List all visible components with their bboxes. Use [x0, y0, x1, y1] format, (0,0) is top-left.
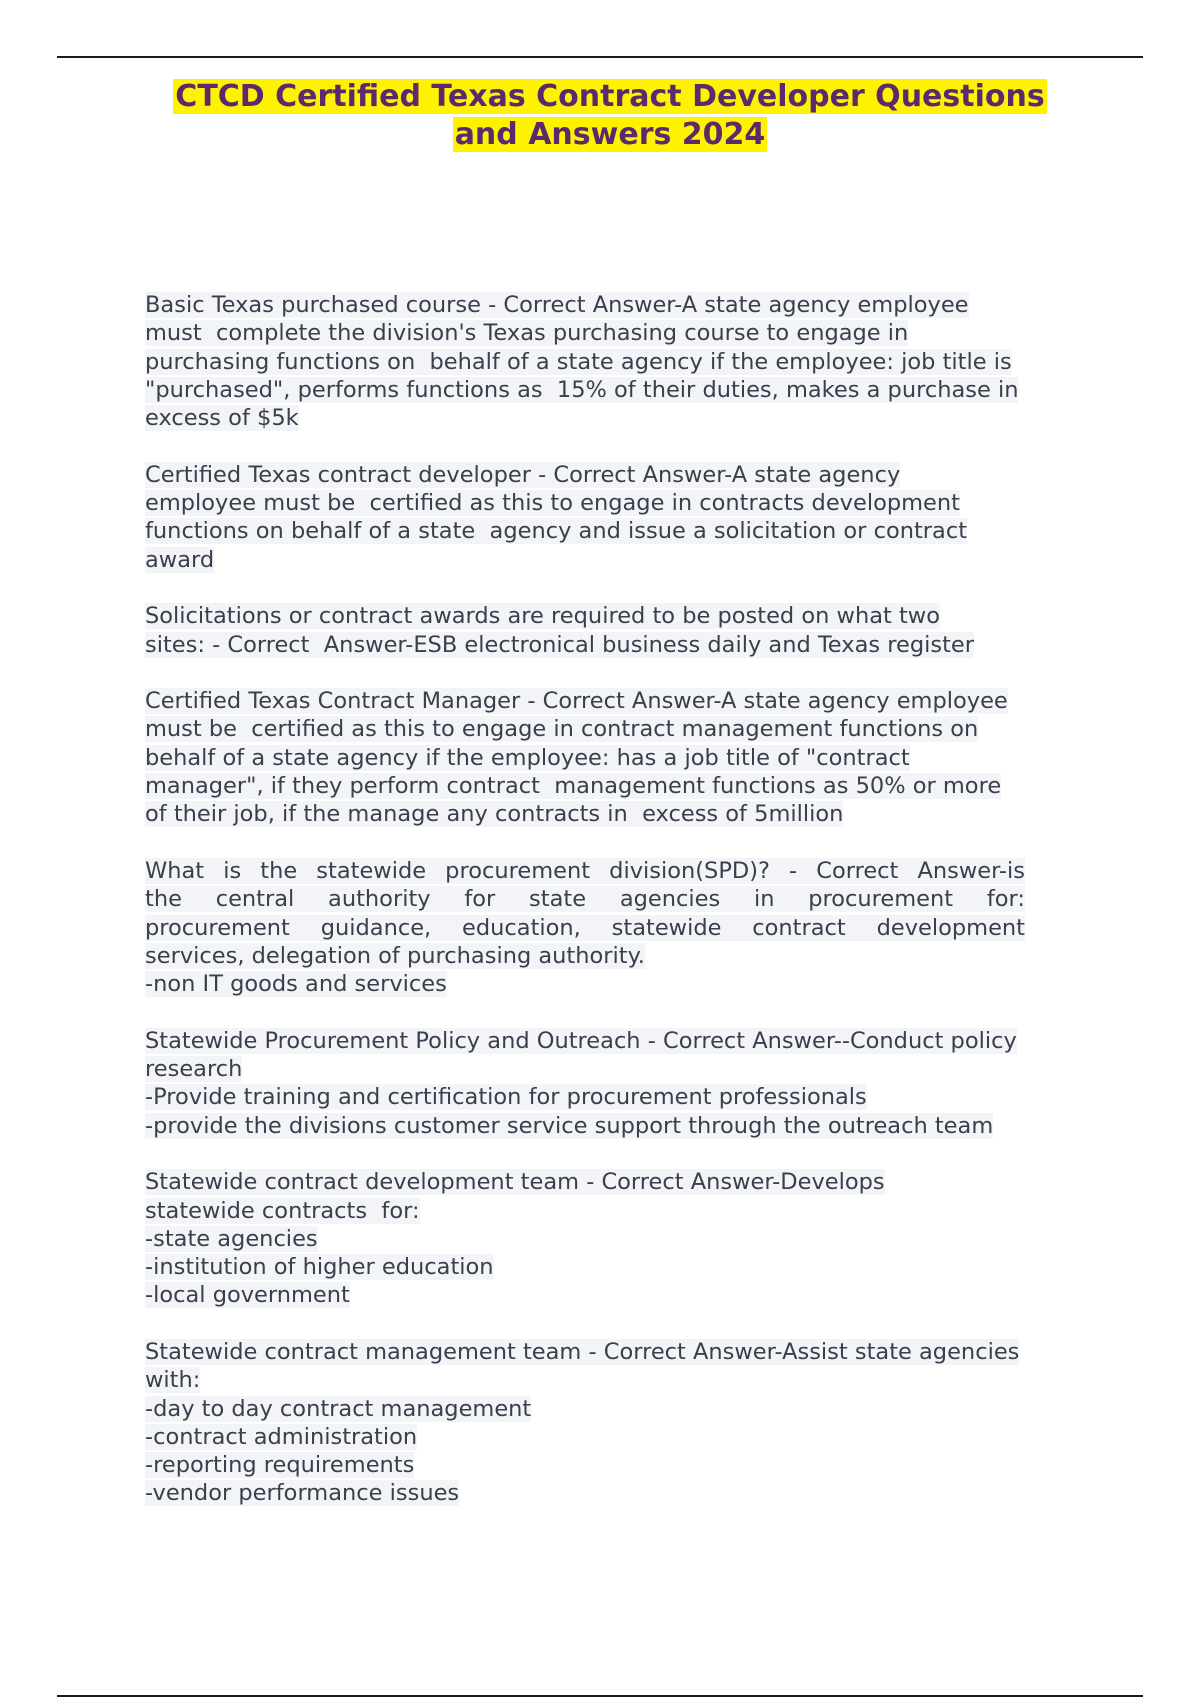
entry-line: services, delegation of purchasing authority.: [145, 942, 645, 969]
bottom-rule: [57, 1695, 1143, 1697]
entry-line: Statewide contract development team - Correct Answer-Develops: [145, 1169, 885, 1196]
entry-line: must complete the division's Texas purchasing course to engage in: [145, 320, 909, 347]
entry-line: with:: [145, 1367, 201, 1394]
entry-line: -provide the divisions customer service support through the outreach team: [145, 1112, 994, 1139]
entry-line: of their job, if the manage any contracts in excess of 5million: [145, 801, 844, 828]
entry-line: manager", if they perform contract management functions as 50% or more: [145, 773, 1002, 800]
entry-line: -Provide training and certification for procurement professionals: [145, 1084, 867, 1111]
entry-line: purchasing functions on behalf of a state agency if the employee: job title is: [145, 348, 1012, 375]
entry-line: -day to day contract management: [145, 1395, 532, 1422]
qa-entry-contract-developer: [145, 461, 1090, 574]
qa-list: [145, 291, 1090, 1536]
document-title: [130, 78, 1090, 154]
title-line-2: and Answers 2024: [454, 117, 766, 152]
entry-line: -reporting requirements: [145, 1452, 415, 1479]
qa-entry-basic-purchasing: [145, 291, 1090, 432]
entry-line: employee must be certified as this to engage in contracts development: [145, 490, 960, 517]
top-rule: [57, 56, 1143, 58]
entry-line: research: [145, 1056, 243, 1083]
entry-line: Statewide Procurement Policy and Outreach - Correct Answer--Conduct policy: [145, 1027, 1017, 1054]
qa-entry-development-team: [145, 1168, 1090, 1309]
entry-line: statewide contracts for:: [145, 1197, 420, 1224]
entry-line: award: [145, 546, 215, 573]
qa-entry-contract-manager: [145, 687, 1090, 828]
entry-line: -contract administration: [145, 1423, 418, 1450]
entry-line: must be certified as this to engage in contract management functions on: [145, 716, 979, 743]
entry-line: "purchased", performs functions as 15% of their duties, makes a purchase in: [145, 376, 1019, 403]
qa-entry-management-team: [145, 1338, 1090, 1508]
entry-line: -non IT goods and services: [145, 971, 447, 998]
entry-line: Solicitations or contract awards are required to be posted on what two: [145, 603, 940, 630]
entry-line: -local government: [145, 1282, 350, 1309]
entry-line: Basic Texas purchased course - Correct Answer-A state agency employee: [145, 292, 969, 318]
entry-line: Certified Texas contract developer - Correct Answer-A state agency: [145, 461, 901, 488]
entry-line: Certified Texas Contract Manager - Correct Answer-A state agency employee: [145, 688, 1008, 715]
entry-line: sites: - Correct Answer-ESB electronical business daily and Texas register: [145, 631, 975, 658]
entry-line: behalf of a state agency if the employee: has a job title of "contract: [145, 744, 910, 771]
qa-entry-policy-outreach: [145, 1027, 1090, 1140]
entry-line: functions on behalf of a state agency and issue a solicitation or contract: [145, 518, 968, 545]
title-line-1: CTCD Certified Texas Contract Developer Questions: [175, 79, 1045, 114]
entry-line: What is the statewide procurement division(SPD)? - Correct Answer-is: [145, 857, 1025, 884]
qa-entry-spd: [145, 857, 1090, 998]
entry-line: procurement guidance, education, statewide contract development: [145, 914, 1025, 941]
entry-line: excess of $5k: [145, 405, 299, 432]
entry-line: -state agencies: [145, 1225, 318, 1252]
qa-entry-posting-sites: [145, 602, 1090, 659]
entry-line: the central authority for state agencies in procurement for:: [145, 886, 1025, 913]
entry-line: Statewide contract management team - Correct Answer-Assist state agencies: [145, 1338, 1020, 1365]
entry-line: -institution of higher education: [145, 1254, 494, 1281]
entry-line: -vendor performance issues: [145, 1480, 460, 1507]
